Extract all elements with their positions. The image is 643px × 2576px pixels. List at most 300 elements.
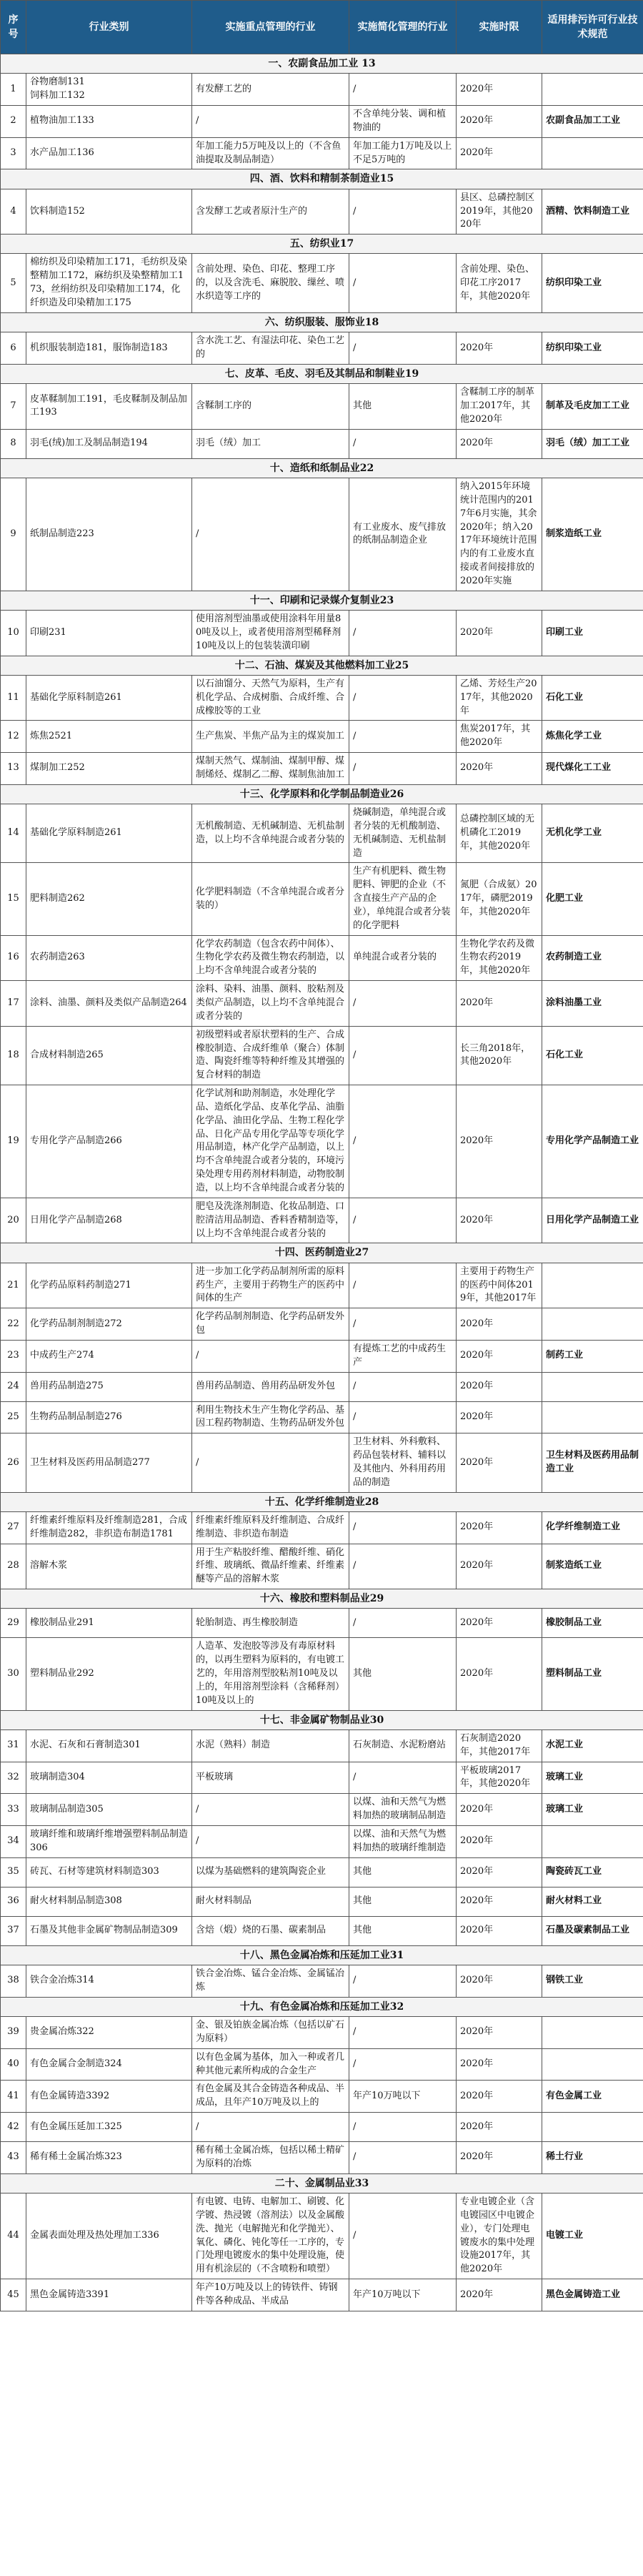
row-deadline: 2020年 <box>457 981 542 1027</box>
table-row <box>1 137 643 169</box>
row-number: 15 <box>1 863 26 935</box>
row-simplified-management: / <box>349 2193 457 2279</box>
row-deadline: 专业电镀企业（含电镀园区中电镀企业），专门处理电镀废水的集中处理设施2017年，其他2020年 <box>457 2193 542 2279</box>
row-simplified-management: / <box>349 611 457 656</box>
table-row <box>1 935 643 981</box>
row-simplified-management: / <box>349 1372 457 1401</box>
row-deadline: 2020年 <box>457 1401 542 1433</box>
section-title: 十六、橡胶和塑料制品业29 <box>1 1589 643 1609</box>
table-row <box>1 1638 643 1710</box>
row-deadline: 2020年 <box>457 611 542 656</box>
row-technical-spec: 制浆造纸工业 <box>542 478 643 591</box>
section-title: 一、农副食品加工业 13 <box>1 54 643 74</box>
row-technical-spec: 耐火材料工业 <box>542 1887 643 1916</box>
row-key-management: / <box>192 1794 349 1826</box>
row-deadline: 2020年 <box>457 1308 542 1341</box>
row-category: 生物药品制品制造276 <box>26 1401 192 1433</box>
row-category: 兽用药品制造275 <box>26 1372 192 1401</box>
row-category: 有色金属压延加工325 <box>26 2113 192 2142</box>
row-key-management: 纤维素纤维原料及纤维制造、合成纤维制造、非织造布制造 <box>192 1511 349 1544</box>
table-row <box>1 384 643 430</box>
row-technical-spec <box>542 2113 643 2142</box>
row-key-management: 有色金属及其合金铸造各种成品、半成品，且年产10万吨及以上的 <box>192 2081 349 2113</box>
row-technical-spec <box>542 2016 643 2048</box>
row-simplified-management: 以煤、油和天然气为燃料加热的玻璃纤维制造 <box>349 1826 457 1858</box>
row-key-management: 涂料、染料、油墨、颜料、胶粘剂及类似产品制造，以上均不含单纯混合或者分装的 <box>192 981 349 1027</box>
row-key-management: 化学农药制造（包含农药中间体）、生物化学农药及微生物农药制造，以上均不含单纯混合或者分装的 <box>192 935 349 981</box>
row-deadline: 2020年 <box>457 2048 542 2081</box>
row-simplified-management: / <box>349 254 457 312</box>
row-category: 砖瓦、石材等建筑材料制造303 <box>26 1857 192 1887</box>
row-number: 16 <box>1 935 26 981</box>
row-simplified-management: / <box>349 675 457 721</box>
row-category: 肥料制造262 <box>26 863 192 935</box>
row-category: 日用化学产品制造268 <box>26 1198 192 1243</box>
row-key-management: 煤制天然气、煤制油、煤制甲醇、煤制烯烃、煤制乙二醇、煤制焦油加工 <box>192 753 349 785</box>
row-deadline: 主要用于药物生产的医药中间体2019年，其他2017年 <box>457 1263 542 1308</box>
table-row <box>1 1308 643 1341</box>
row-deadline: 2020年 <box>457 429 542 458</box>
section-header <box>1 235 643 254</box>
row-key-management: 化学试剂和助剂制造，水处理化学品、造纸化学品、皮革化学品、油脂化学品、油田化学品、生物工程化学品、日化产品专用化学品等专项化学用品制造，林产化学产品制造，以上均不含单纯混合或者分装的，环境污染处理专用药剂材料制造，动物胶制造，以上均不含单纯混合或者分装的 <box>192 1085 349 1198</box>
row-category: 石墨及其他非金属矿物制品制造309 <box>26 1916 192 1945</box>
row-simplified-management: / <box>349 2142 457 2174</box>
row-simplified-management: / <box>349 1965 457 1998</box>
table-body <box>1 54 643 2311</box>
row-category: 金属表面处理及热处理加工336 <box>26 2193 192 2279</box>
header-no: 序号 <box>1 1 26 54</box>
row-deadline: 2020年 <box>457 1511 542 1544</box>
row-number: 25 <box>1 1401 26 1433</box>
section-header <box>1 1243 643 1263</box>
row-simplified-management: / <box>349 1762 457 1794</box>
row-technical-spec: 玻璃工业 <box>542 1794 643 1826</box>
row-deadline: 2020年 <box>457 1340 542 1372</box>
row-category: 谷物磨制131 饲料加工132 <box>26 74 192 106</box>
row-simplified-management: 有提炼工艺的中成药生产 <box>349 1340 457 1372</box>
row-simplified-management: / <box>349 721 457 753</box>
section-title: 十五、化学纤维制造业28 <box>1 1492 643 1511</box>
table-row <box>1 863 643 935</box>
row-deadline: 生物化学农药及微生物农药2019年，其他2020年 <box>457 935 542 981</box>
row-key-management: 生产焦炭、半焦产品为主的煤炭加工 <box>192 721 349 753</box>
row-deadline: 2020年 <box>457 2016 542 2048</box>
row-category: 合成材料制造265 <box>26 1026 192 1085</box>
row-simplified-management: / <box>349 332 457 365</box>
row-key-management: 肥皂及洗涤剂制造、化妆品制造、口腔清洁用品制造、香料香精制造等，以上均不含单纯混合或者分装的 <box>192 1198 349 1243</box>
row-technical-spec: 现代煤化工工业 <box>542 753 643 785</box>
row-category: 专用化学产品制造266 <box>26 1085 192 1198</box>
row-simplified-management: 年产10万吨以下 <box>349 2279 457 2311</box>
table-row <box>1 1729 643 1762</box>
row-technical-spec: 印刷工业 <box>542 611 643 656</box>
table-row <box>1 1826 643 1858</box>
table-row <box>1 1965 643 1998</box>
row-key-management: / <box>192 105 349 137</box>
row-deadline: 总磷控制区域的无机磷化工2019年，其他2020年 <box>457 804 542 863</box>
row-category: 耐火材料制品制造308 <box>26 1887 192 1916</box>
row-key-management: 有电镀、电铸、电解加工、刷镀、化学镀、热浸镀（溶剂法）以及金属酸洗、抛光（电解抛光和化学抛光）、氧化、磷化、钝化等任一工序的，专门处理电镀废水的集中处理设施，使用有机涂层的（不含喷粉和喷塑） <box>192 2193 349 2279</box>
row-deadline: 2020年 <box>457 753 542 785</box>
row-key-management: 化学肥料制造（不含单纯混合或者分装的） <box>192 863 349 935</box>
row-number: 4 <box>1 189 26 235</box>
table-row <box>1 675 643 721</box>
row-number: 23 <box>1 1340 26 1372</box>
section-header <box>1 54 643 74</box>
row-number: 24 <box>1 1372 26 1401</box>
row-category: 化学药品原料药制造271 <box>26 1263 192 1308</box>
row-number: 5 <box>1 254 26 312</box>
row-number: 13 <box>1 753 26 785</box>
row-number: 31 <box>1 1729 26 1762</box>
table-row <box>1 2048 643 2081</box>
row-key-management: 利用生物技术生产生物化学药品、基因工程药物制造、生物药品研发外包 <box>192 1401 349 1433</box>
table-row <box>1 478 643 591</box>
row-deadline: 2020年 <box>457 1544 542 1589</box>
row-simplified-management: / <box>349 2016 457 2048</box>
row-number: 36 <box>1 1887 26 1916</box>
row-simplified-management: / <box>349 981 457 1027</box>
section-header <box>1 656 643 675</box>
section-header <box>1 1492 643 1511</box>
section-title: 四、酒、饮料和精制茶制造业15 <box>1 169 643 189</box>
row-key-management: 以石油馏分、天然气为原料，生产有机化学品、合成树脂、合成纤维、合成橡胶等的工业 <box>192 675 349 721</box>
row-simplified-management: / <box>349 1085 457 1198</box>
row-number: 44 <box>1 2193 26 2279</box>
row-category: 涂料、油墨、颜料及类似产品制造264 <box>26 981 192 1027</box>
row-technical-spec: 涂料油墨工业 <box>542 981 643 1027</box>
row-category: 卫生材料及医药用品制造277 <box>26 1433 192 1492</box>
header-deadline: 实施时限 <box>457 1 542 54</box>
row-simplified-management: / <box>349 1308 457 1341</box>
row-deadline: 2020年 <box>457 1857 542 1887</box>
table-row <box>1 1544 643 1589</box>
row-technical-spec <box>542 1263 643 1308</box>
row-simplified-management: 其他 <box>349 1857 457 1887</box>
row-deadline: 2020年 <box>457 2081 542 2113</box>
row-category: 水产品加工136 <box>26 137 192 169</box>
row-key-management: 含水洗工艺、有湿法印花、染色工艺的 <box>192 332 349 365</box>
row-technical-spec: 化肥工业 <box>542 863 643 935</box>
row-simplified-management: 生产有机肥料、微生物肥料、钾肥的企业（不含直接生产产品的企业），单纯混合或者分装的化学肥料 <box>349 863 457 935</box>
row-key-management: 年加工能力5万吨及以上的（不含鱼油提取及制品制造） <box>192 137 349 169</box>
row-technical-spec: 玻璃工业 <box>542 1762 643 1794</box>
row-technical-spec: 卫生材料及医药用品制造工业 <box>542 1433 643 1492</box>
row-category: 农药制造263 <box>26 935 192 981</box>
row-deadline: 2020年 <box>457 1887 542 1916</box>
row-number: 34 <box>1 1826 26 1858</box>
row-deadline: 平板玻璃2017年，其他2020年 <box>457 1762 542 1794</box>
row-simplified-management: / <box>349 1511 457 1544</box>
row-key-management: 进一步加工化学药品制剂所需的原料药生产，主要用于药物生产的医药中间体的生产 <box>192 1263 349 1308</box>
row-technical-spec <box>542 1308 643 1341</box>
table-row <box>1 1085 643 1198</box>
row-category: 基础化学原料制造261 <box>26 675 192 721</box>
row-deadline: 2020年 <box>457 1916 542 1945</box>
header-simplified-management: 实施简化管理的行业 <box>349 1 457 54</box>
row-key-management: 羽毛（绒）加工 <box>192 429 349 458</box>
row-key-management: 无机酸制造、无机碱制造、无机盐制造，以上均不含单纯混合或者分装的 <box>192 804 349 863</box>
row-number: 32 <box>1 1762 26 1794</box>
row-deadline: 焦炭2017年，其他2020年 <box>457 721 542 753</box>
row-deadline: 纳入2015年环境统计范围内的2017年6月实施，其余2020年；纳入2017年环境统计范围内的有工业废水直接或者间接排放的2020年实施 <box>457 478 542 591</box>
section-title: 七、皮革、毛皮、羽毛及其制品和制鞋业19 <box>1 364 643 383</box>
table-row <box>1 1372 643 1401</box>
section-header <box>1 591 643 610</box>
row-simplified-management: 其他 <box>349 1887 457 1916</box>
table-row <box>1 1263 643 1308</box>
table-row <box>1 721 643 753</box>
row-key-management: 以有色金属为基体，加入一种或者几种其他元素所构成的合金生产 <box>192 2048 349 2081</box>
section-title: 十三、化学原料和化学制品制造业26 <box>1 784 643 804</box>
row-simplified-management: 其他 <box>349 384 457 430</box>
section-title: 十七、非金属矿物制品业30 <box>1 1710 643 1729</box>
row-key-management: 含发酵工艺或者原汁生产的 <box>192 189 349 235</box>
row-number: 19 <box>1 1085 26 1198</box>
row-number: 9 <box>1 478 26 591</box>
row-key-management: 稀有稀土金属冶炼，包括以稀土精矿为原料的冶炼 <box>192 2142 349 2174</box>
row-deadline: 2020年 <box>457 1433 542 1492</box>
row-category: 纤维素纤维原料及纤维制造281，合成纤维制造282，非织造布制造1781 <box>26 1511 192 1544</box>
table-row <box>1 2081 643 2113</box>
row-technical-spec: 电镀工业 <box>542 2193 643 2279</box>
row-number: 45 <box>1 2279 26 2311</box>
table-row <box>1 254 643 312</box>
row-key-management: 化学药品制剂制造、化学药品研发外包 <box>192 1308 349 1341</box>
row-deadline: 2020年 <box>457 2113 542 2142</box>
row-deadline: 2020年 <box>457 1965 542 1998</box>
row-key-management: / <box>192 2113 349 2142</box>
section-header <box>1 784 643 804</box>
row-simplified-management: / <box>349 753 457 785</box>
row-deadline: 2020年 <box>457 332 542 365</box>
row-deadline: 2020年 <box>457 2279 542 2311</box>
row-number: 43 <box>1 2142 26 2174</box>
table-row <box>1 2113 643 2142</box>
row-category: 有色金属铸造3392 <box>26 2081 192 2113</box>
row-simplified-management: / <box>349 429 457 458</box>
row-technical-spec: 制革及毛皮加工工业 <box>542 384 643 430</box>
row-number: 11 <box>1 675 26 721</box>
row-technical-spec: 农副食品加工工业 <box>542 105 643 137</box>
row-technical-spec <box>542 1826 643 1858</box>
section-header <box>1 2173 643 2193</box>
row-number: 21 <box>1 1263 26 1308</box>
table-row <box>1 1887 643 1916</box>
section-header <box>1 364 643 383</box>
row-deadline: 2020年 <box>457 1198 542 1243</box>
row-category: 中成药生产274 <box>26 1340 192 1372</box>
row-number: 29 <box>1 1609 26 1638</box>
row-category: 炼焦2521 <box>26 721 192 753</box>
table-row <box>1 1401 643 1433</box>
row-key-management: 平板玻璃 <box>192 1762 349 1794</box>
section-title: 十一、印刷和记录媒介复制业23 <box>1 591 643 610</box>
row-simplified-management: / <box>349 1401 457 1433</box>
section-title: 六、纺织服装、服饰业18 <box>1 312 643 332</box>
row-deadline: 2020年 <box>457 74 542 106</box>
row-category: 煤制加工252 <box>26 753 192 785</box>
row-number: 6 <box>1 332 26 365</box>
table-row <box>1 2279 643 2311</box>
row-simplified-management: / <box>349 2048 457 2081</box>
row-category: 棉纺织及印染精加工171，毛纺织及染整精加工172，麻纺织及染整精加工173，丝绢纺织及印染精加工174，化纤织造及印染精加工175 <box>26 254 192 312</box>
row-number: 42 <box>1 2113 26 2142</box>
row-technical-spec: 羽毛（绒）加工工业 <box>542 429 643 458</box>
row-number: 14 <box>1 804 26 863</box>
row-category: 塑料制品业292 <box>26 1638 192 1710</box>
table-row <box>1 2016 643 2048</box>
row-key-management: 年产10万吨及以上的铸铁件、铸钢件等各种成品、半成品 <box>192 2279 349 2311</box>
row-key-management: 有发酵工艺的 <box>192 74 349 106</box>
row-category: 玻璃纤维和玻璃纤维增强塑料制品制造306 <box>26 1826 192 1858</box>
row-number: 38 <box>1 1965 26 1998</box>
row-category: 玻璃制品制造305 <box>26 1794 192 1826</box>
row-number: 41 <box>1 2081 26 2113</box>
section-title: 十九、有色金属冶炼和压延加工业32 <box>1 1997 643 2016</box>
row-technical-spec: 塑料制品工业 <box>542 1638 643 1710</box>
row-number: 22 <box>1 1308 26 1341</box>
row-simplified-management: 以煤、油和天然气为燃料加热的玻璃制品制造 <box>349 1794 457 1826</box>
row-number: 12 <box>1 721 26 753</box>
row-technical-spec: 陶瓷砖瓦工业 <box>542 1857 643 1887</box>
row-category: 贵金属冶炼322 <box>26 2016 192 2048</box>
row-number: 37 <box>1 1916 26 1945</box>
row-category: 水泥、石灰和石膏制造301 <box>26 1729 192 1762</box>
table-row <box>1 1026 643 1085</box>
section-title: 二十、金属制品业33 <box>1 2173 643 2193</box>
section-header <box>1 1945 643 1965</box>
row-number: 3 <box>1 137 26 169</box>
section-header <box>1 458 643 478</box>
row-deadline: 含鞣制工序的制革加工2017年，其他2020年 <box>457 384 542 430</box>
row-key-management: 兽用药品制造、兽用药品研发外包 <box>192 1372 349 1401</box>
row-key-management: 初级塑料或者原状塑料的生产、合成橡胶制造、合成纤维单（聚合）体制造、陶瓷纤维等特种纤维及其增强的复合材料的制造 <box>192 1026 349 1085</box>
row-technical-spec <box>542 2048 643 2081</box>
row-category: 化学药品制剂制造272 <box>26 1308 192 1341</box>
table-row <box>1 1511 643 1544</box>
row-key-management: 使用溶剂型油墨或使用涂料年用量80吨及以上，或者使用溶剂型稀释剂10吨及以上的包装装潢印刷 <box>192 611 349 656</box>
row-number: 30 <box>1 1638 26 1710</box>
row-key-management: 水泥（熟料）制造 <box>192 1729 349 1762</box>
table-row <box>1 804 643 863</box>
row-key-management: 含前处理、染色、印花、整理工序的，以及含洗毛、麻脱胶、缫丝、喷水织造等工序的 <box>192 254 349 312</box>
row-deadline: 2020年 <box>457 1794 542 1826</box>
section-header <box>1 1589 643 1609</box>
table-row <box>1 189 643 235</box>
row-simplified-management: 年加工能力1万吨及以上不足5万吨的 <box>349 137 457 169</box>
row-technical-spec: 制浆造纸工业 <box>542 1544 643 1589</box>
row-key-management: 含焙（煅）烧的石墨、碳素制品 <box>192 1916 349 1945</box>
row-technical-spec: 酒精、饮料制造工业 <box>542 189 643 235</box>
row-number: 28 <box>1 1544 26 1589</box>
row-key-management: 用于生产粘胶纤维、醋酸纤维、硝化纤维、玻璃纸、微晶纤维素、纤维素醚等产品的溶解木浆 <box>192 1544 349 1589</box>
row-number: 8 <box>1 429 26 458</box>
section-title: 十、造纸和纸制品业22 <box>1 458 643 478</box>
table-row <box>1 1762 643 1794</box>
row-technical-spec: 石化工业 <box>542 1026 643 1085</box>
row-technical-spec: 农药制造工业 <box>542 935 643 981</box>
table-row <box>1 1198 643 1243</box>
row-simplified-management: / <box>349 1198 457 1243</box>
table-row <box>1 332 643 365</box>
table-row <box>1 1794 643 1826</box>
section-header <box>1 1710 643 1729</box>
row-category: 印刷231 <box>26 611 192 656</box>
row-number: 17 <box>1 981 26 1027</box>
row-category: 有色金属合金制造324 <box>26 2048 192 2081</box>
row-category: 饮料制造152 <box>26 189 192 235</box>
row-number: 27 <box>1 1511 26 1544</box>
row-key-management: 人造革、发泡胶等涉及有毒原材料的，以再生塑料为原料的，有电镀工艺的，年用溶剂型胶粘剂10吨及以上的，年用溶剂型涂料（含稀释剂）10吨及以上的 <box>192 1638 349 1710</box>
row-technical-spec: 制药工业 <box>542 1340 643 1372</box>
row-category: 橡胶制品业291 <box>26 1609 192 1638</box>
row-simplified-management: 单纯混合或者分装的 <box>349 935 457 981</box>
row-number: 10 <box>1 611 26 656</box>
table-row <box>1 981 643 1027</box>
row-key-management: 以煤为基础燃料的建筑陶瓷企业 <box>192 1857 349 1887</box>
row-technical-spec: 钢铁工业 <box>542 1965 643 1998</box>
row-technical-spec <box>542 74 643 106</box>
row-deadline: 县区、总磷控制区2019年，其他2020年 <box>457 189 542 235</box>
row-technical-spec: 专用化学产品制造工业 <box>542 1085 643 1198</box>
row-deadline: 2020年 <box>457 1372 542 1401</box>
row-number: 1 <box>1 74 26 106</box>
row-technical-spec: 日用化学产品制造工业 <box>542 1198 643 1243</box>
row-category: 皮革鞣制加工191，毛皮鞣制及制品加工193 <box>26 384 192 430</box>
table-header <box>1 1 643 54</box>
header-key-management: 实施重点管理的行业 <box>192 1 349 54</box>
row-simplified-management: 有工业废水、废气排放的纸制品制造企业 <box>349 478 457 591</box>
row-simplified-management: / <box>349 189 457 235</box>
row-key-management: / <box>192 1826 349 1858</box>
table-row <box>1 1857 643 1887</box>
row-deadline: 石灰制造2020年，其他2017年 <box>457 1729 542 1762</box>
table-row <box>1 1340 643 1372</box>
row-number: 2 <box>1 105 26 137</box>
section-header <box>1 1997 643 2016</box>
row-simplified-management: 其他 <box>349 1916 457 1945</box>
row-category: 植物油加工133 <box>26 105 192 137</box>
row-technical-spec: 有色金属工业 <box>542 2081 643 2113</box>
row-technical-spec: 炼焦化学工业 <box>542 721 643 753</box>
table-row <box>1 753 643 785</box>
row-deadline: 含前处理、染色、印花工序2017年，其他2020年 <box>457 254 542 312</box>
row-key-management: / <box>192 1433 349 1492</box>
row-category: 基础化学原料制造261 <box>26 804 192 863</box>
table-row <box>1 2193 643 2279</box>
row-category: 机织服装制造181，服饰制造183 <box>26 332 192 365</box>
row-category: 稀有稀土金属冶炼323 <box>26 2142 192 2174</box>
row-category: 溶解木浆 <box>26 1544 192 1589</box>
row-key-management: 铁合金冶炼、锰合金冶炼、金属锰冶炼 <box>192 1965 349 1998</box>
row-technical-spec: 石墨及碳素制品工业 <box>542 1916 643 1945</box>
row-category: 黑色金属铸造3391 <box>26 2279 192 2311</box>
row-category: 纸制品制造223 <box>26 478 192 591</box>
row-technical-spec <box>542 1372 643 1401</box>
row-deadline: 2020年 <box>457 2142 542 2174</box>
row-technical-spec <box>542 137 643 169</box>
row-number: 33 <box>1 1794 26 1826</box>
row-key-management: / <box>192 1340 349 1372</box>
row-technical-spec: 水泥工业 <box>542 1729 643 1762</box>
row-category: 铁合金冶炼314 <box>26 1965 192 1998</box>
table-row <box>1 1916 643 1945</box>
row-category: 羽毛(绒)加工及制品制造194 <box>26 429 192 458</box>
row-simplified-management: 不含单纯分装、调和植物油的 <box>349 105 457 137</box>
row-deadline: 2020年 <box>457 137 542 169</box>
table-row <box>1 2142 643 2174</box>
